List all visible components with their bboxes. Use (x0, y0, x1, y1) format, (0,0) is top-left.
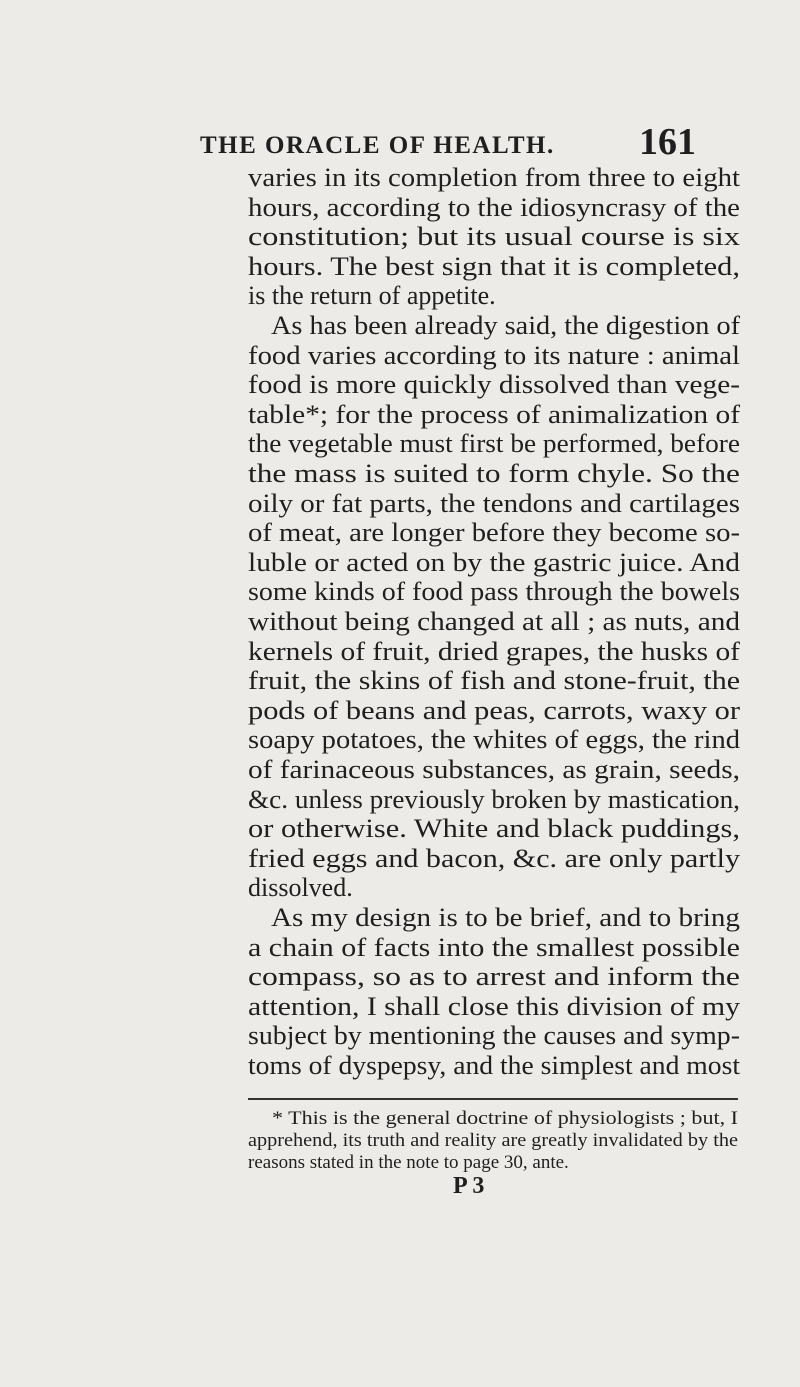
body-line: varies in its completion from three to eight (248, 163, 741, 192)
body-line: As my design is to be brief, and to bring (271, 903, 740, 932)
footnote-line: * This is the general doctrine of physiologists ; but, I (272, 1108, 739, 1129)
body-line: of farinaceous substances, as grain, seeds, (248, 755, 740, 784)
body-line: luble or acted on by the gastric juice. And (248, 547, 740, 577)
body-line: As has been already said, the digestion of (271, 311, 741, 340)
body-line: hours, according to the idiosyncrasy of the (248, 192, 741, 222)
body-line: soapy potatoes, the whites of eggs, the rind (248, 725, 741, 755)
body-line: pods of beans and peas, carrots, waxy or (248, 695, 740, 725)
body-line: or otherwise. White and black puddings, (248, 814, 741, 844)
body-line: constitution; but its usual course is six (248, 222, 740, 252)
body-line: fried eggs and bacon, &c. are only partly (248, 843, 740, 873)
body-line: subject by mentioning the causes and symp- (248, 1021, 740, 1051)
body-line: the mass is suited to form chyle. So the (248, 459, 740, 488)
body-line: oily or fat parts, the tendons and cartilages (248, 488, 740, 518)
body-line: toms of dyspepsy, and the simplest and most (248, 1051, 740, 1080)
body-line: table*; for the process of animalization of (248, 399, 740, 429)
footnote-line: apprehend, its truth and reality are greatly invalidated by the (248, 1130, 738, 1151)
signature-mark: P 3 (453, 1173, 485, 1199)
body-line: is the return of appetite. (248, 281, 496, 311)
body-line: fruit, the skins of fish and stone-fruit, the (248, 666, 741, 696)
body-line: kernels of fruit, dried grapes, the husks of (248, 636, 741, 666)
body-line: attention, I shall close this division of my (248, 991, 740, 1021)
body-line: without being changed at all ; as nuts, and (248, 607, 740, 636)
body-line: compass, so as to arrest and inform the (248, 962, 740, 992)
body-line: hours. The best sign that it is completed, (248, 251, 740, 281)
body-line: the vegetable must first be performed, before (248, 429, 741, 459)
body-line: food varies according to its nature : animal (248, 340, 741, 370)
body-line: a chain of facts into the smallest possible (248, 932, 740, 962)
running-head: THE ORACLE OF HEALTH. (200, 132, 555, 159)
footnote-rule (248, 1098, 738, 1100)
body-line: food is more quickly dissolved than vege- (248, 370, 741, 400)
body-line: some kinds of food pass through the bowels (248, 577, 741, 607)
body-line: of meat, are longer before they become so- (248, 518, 741, 548)
body-line: &c. unless previously broken by mastication, (248, 784, 741, 814)
footnote-line: reasons stated in the note to page 30, ante. (248, 1152, 569, 1173)
body-line: dissolved. (248, 873, 353, 903)
page-number: 161 (639, 121, 696, 163)
